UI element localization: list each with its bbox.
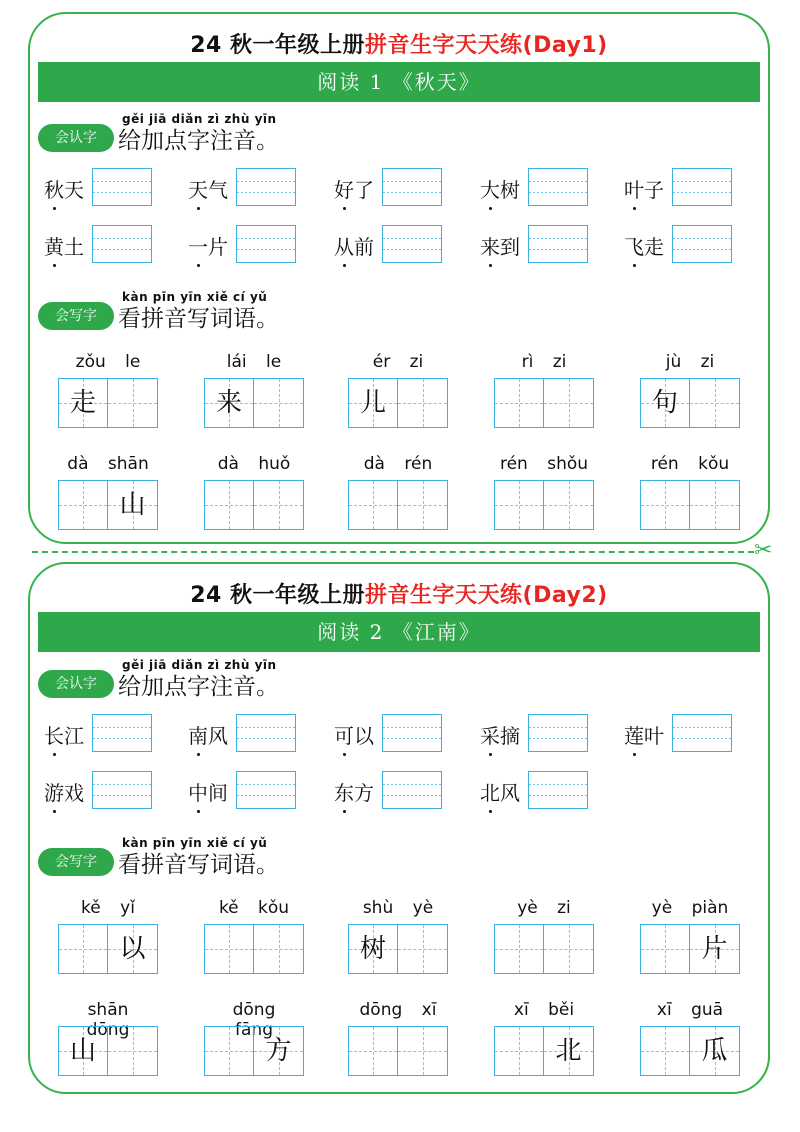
recognize-pill: 会认字: [38, 670, 114, 698]
recognize-word: 大树: [480, 174, 520, 203]
write-instruction: 看拼音写词语。: [118, 852, 279, 878]
grid-char: 句: [651, 388, 678, 418]
grid-char: 来: [215, 388, 242, 418]
recognize-pill: 会认字: [38, 124, 114, 152]
grid-cell[interactable]: [495, 925, 544, 973]
day2-card: [28, 562, 770, 1094]
recognize-word: 飞走: [624, 231, 664, 260]
grid-cell[interactable]: [349, 379, 398, 427]
writing-grid[interactable]: [494, 480, 594, 530]
writing-grid[interactable]: [640, 924, 740, 974]
recognize-word: 采摘: [480, 720, 520, 749]
grid-cell[interactable]: [254, 481, 303, 529]
grid-cell[interactable]: [59, 379, 108, 427]
grid-cell[interactable]: [205, 1027, 254, 1075]
grid-cell[interactable]: [108, 1027, 157, 1075]
title-black: 24 秋一年级上册: [190, 33, 366, 58]
grid-cell[interactable]: [108, 925, 157, 973]
writing-grid[interactable]: [348, 378, 448, 428]
page-title: [30, 578, 768, 609]
grid-char: 瓜: [701, 1036, 728, 1066]
answer-box[interactable]: [382, 168, 442, 206]
pinyin-label: yè piàn: [651, 898, 729, 918]
pinyin-label: dà shān: [67, 454, 149, 474]
grid-cell[interactable]: [254, 925, 303, 973]
recognize-word: 叶子: [624, 174, 664, 203]
answer-box[interactable]: [236, 771, 296, 809]
answer-box[interactable]: [528, 168, 588, 206]
grid-char: 片: [701, 934, 728, 964]
grid-char: 方: [265, 1036, 292, 1066]
lesson-bar: 阅读 2 《江南》: [38, 612, 760, 652]
answer-box[interactable]: [528, 225, 588, 263]
pinyin-label: dà rén: [363, 454, 433, 474]
title-red: 拼音生字天天练(Day2): [365, 583, 608, 608]
writing-grid[interactable]: [640, 378, 740, 428]
writing-grid[interactable]: [348, 480, 448, 530]
grid-cell[interactable]: [205, 925, 254, 973]
answer-box[interactable]: [236, 168, 296, 206]
recognize-word: 秋天: [44, 174, 84, 203]
writing-grid[interactable]: [58, 378, 158, 428]
grid-cell[interactable]: [59, 925, 108, 973]
grid-char: 儿: [359, 388, 386, 418]
pinyin-label: xī běi: [513, 1000, 575, 1020]
grid-cell[interactable]: [349, 481, 398, 529]
recognize-word: 游戏: [44, 777, 84, 806]
grid-cell[interactable]: [59, 1027, 108, 1075]
grid-cell[interactable]: [544, 379, 593, 427]
pinyin-label: dà huǒ: [217, 454, 291, 474]
grid-cell[interactable]: [690, 481, 739, 529]
answer-box[interactable]: [528, 714, 588, 752]
recognize-word: 长江: [44, 720, 84, 749]
grid-cell[interactable]: [690, 925, 739, 973]
pinyin-label: zǒu le: [75, 352, 141, 372]
grid-char: 走: [69, 388, 96, 418]
answer-box[interactable]: [236, 225, 296, 263]
pinyin-label: rén shǒu: [499, 454, 589, 474]
recognize-instruction: 给加点字注音。: [118, 674, 279, 700]
writing-grid[interactable]: [58, 924, 158, 974]
grid-cell[interactable]: [398, 1027, 447, 1075]
writing-grid[interactable]: [348, 924, 448, 974]
answer-box[interactable]: [528, 771, 588, 809]
grid-cell[interactable]: [641, 925, 690, 973]
grid-char: 以: [119, 934, 146, 964]
grid-cell[interactable]: [544, 1027, 593, 1075]
recognize-word: 从前: [334, 231, 374, 260]
grid-cell[interactable]: [59, 481, 108, 529]
pinyin-label: shān dōng: [86, 1000, 130, 1040]
title-red: 拼音生字天天练(Day1): [365, 33, 608, 58]
recognize-word: 来到: [480, 231, 520, 260]
answer-box[interactable]: [92, 714, 152, 752]
recognize-word: 好了: [334, 174, 374, 203]
grid-char: 树: [359, 934, 386, 964]
answer-box[interactable]: [92, 771, 152, 809]
pinyin-label: lái le: [226, 352, 282, 372]
pinyin-label: xī guā: [656, 1000, 724, 1020]
pinyin-label: rén kǒu: [650, 454, 730, 474]
grid-cell[interactable]: [108, 481, 157, 529]
grid-cell[interactable]: [544, 481, 593, 529]
grid-cell[interactable]: [641, 1027, 690, 1075]
writing-grid[interactable]: [204, 378, 304, 428]
pinyin-label: dōng xī: [359, 1000, 437, 1020]
grid-char: 北: [555, 1036, 582, 1066]
pinyin-label: ér zi: [372, 352, 424, 372]
write-pill: 会写字: [38, 302, 114, 330]
day1-card: [28, 12, 770, 544]
grid-cell[interactable]: [398, 925, 447, 973]
grid-cell[interactable]: [398, 379, 447, 427]
grid-cell[interactable]: [205, 379, 254, 427]
pinyin-label: yè zi: [517, 898, 571, 918]
grid-cell[interactable]: [398, 481, 447, 529]
grid-cell[interactable]: [254, 379, 303, 427]
grid-cell[interactable]: [495, 1027, 544, 1075]
answer-box[interactable]: [236, 714, 296, 752]
grid-cell[interactable]: [349, 925, 398, 973]
lesson-bar: 阅读 1 《秋天》: [38, 62, 760, 102]
instruction-pinyin: kàn pīn yīn xiě cí yǔ: [122, 836, 268, 850]
recognize-word: 黄土: [44, 231, 84, 260]
grid-cell[interactable]: [108, 379, 157, 427]
recognize-word: 东方: [334, 777, 374, 806]
page-title: [30, 28, 768, 59]
writing-grid[interactable]: [204, 924, 304, 974]
writing-grid[interactable]: [204, 480, 304, 530]
recognize-word: 一片: [188, 231, 228, 260]
grid-cell[interactable]: [641, 379, 690, 427]
recognize-word: 北风: [480, 777, 520, 806]
pinyin-label: rì zi: [521, 352, 567, 372]
write-instruction: 看拼音写词语。: [118, 306, 279, 332]
answer-box[interactable]: [382, 771, 442, 809]
grid-cell[interactable]: [495, 481, 544, 529]
grid-cell[interactable]: [690, 379, 739, 427]
scissors-icon: ✂: [754, 538, 773, 563]
recognize-instruction: 给加点字注音。: [118, 128, 279, 154]
cut-line: [32, 551, 754, 553]
answer-box[interactable]: [672, 168, 732, 206]
instruction-pinyin: gěi jiā diǎn zì zhù yīn: [122, 658, 277, 672]
grid-cell[interactable]: [349, 1027, 398, 1075]
recognize-word: 中间: [188, 777, 228, 806]
grid-char: 山: [69, 1036, 96, 1066]
recognize-word: 可以: [334, 720, 374, 749]
answer-box[interactable]: [92, 225, 152, 263]
recognize-word: 南风: [188, 720, 228, 749]
writing-grid[interactable]: [494, 378, 594, 428]
grid-cell[interactable]: [495, 379, 544, 427]
answer-box[interactable]: [92, 168, 152, 206]
writing-grid[interactable]: [204, 1026, 304, 1076]
writing-grid[interactable]: [640, 1026, 740, 1076]
answer-box[interactable]: [672, 714, 732, 752]
writing-grid[interactable]: [58, 480, 158, 530]
answer-box[interactable]: [672, 225, 732, 263]
answer-box[interactable]: [382, 225, 442, 263]
grid-cell[interactable]: [641, 481, 690, 529]
pinyin-label: jù zi: [665, 352, 715, 372]
writing-grid[interactable]: [348, 1026, 448, 1076]
writing-grid[interactable]: [58, 1026, 158, 1076]
pinyin-label: shù yè: [362, 898, 434, 918]
instruction-pinyin: kàn pīn yīn xiě cí yǔ: [122, 290, 268, 304]
writing-grid[interactable]: [494, 924, 594, 974]
pinyin-label: kě kǒu: [218, 898, 290, 918]
pinyin-label: dōng fāng: [232, 1000, 276, 1040]
answer-box[interactable]: [382, 714, 442, 752]
grid-cell[interactable]: [254, 1027, 303, 1075]
grid-cell[interactable]: [690, 1027, 739, 1075]
grid-char: 山: [119, 490, 146, 520]
write-pill: 会写字: [38, 848, 114, 876]
recognize-word: 天气: [188, 174, 228, 203]
title-black: 24 秋一年级上册: [190, 583, 366, 608]
recognize-word: 莲叶: [624, 720, 664, 749]
grid-cell[interactable]: [205, 481, 254, 529]
writing-grid[interactable]: [640, 480, 740, 530]
grid-cell[interactable]: [544, 925, 593, 973]
pinyin-label: kě yǐ: [81, 898, 135, 918]
writing-grid[interactable]: [494, 1026, 594, 1076]
instruction-pinyin: gěi jiā diǎn zì zhù yīn: [122, 112, 277, 126]
